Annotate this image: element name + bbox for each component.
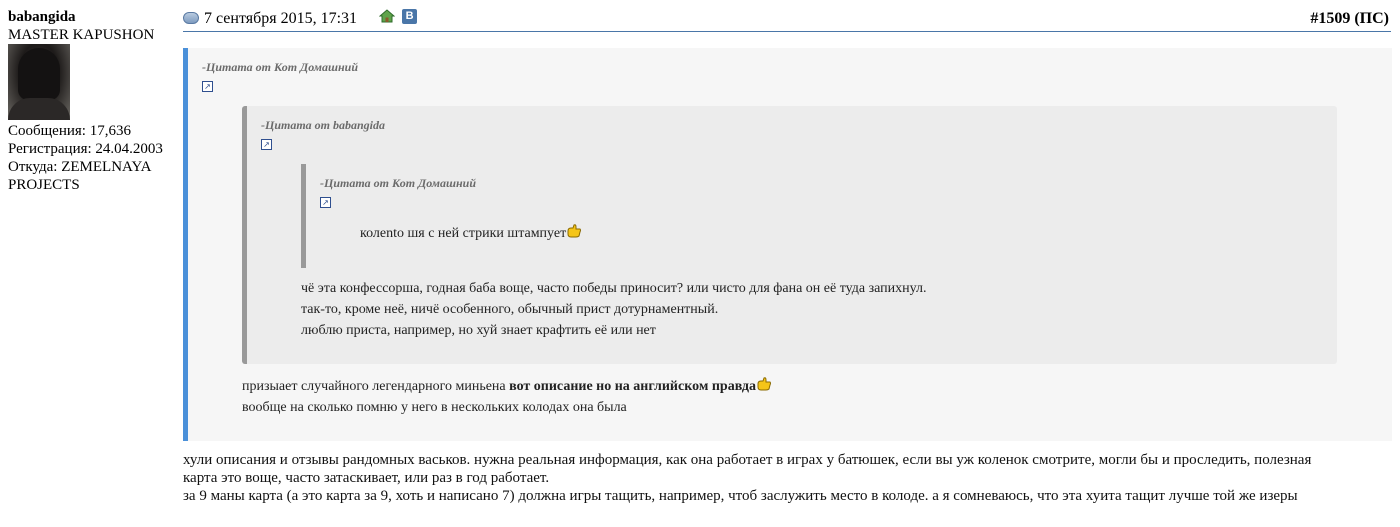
quote-mid-line: так-то, кроме неё, ничё особенного, обычный прист дотурнаментный. — [301, 302, 719, 317]
post-date: 7 сентября 2015, 17:31 — [204, 10, 358, 27]
quote-outer-line-1-bold: вот описание но на английском правда — [509, 379, 757, 394]
quote-outer-line-2: вообще на сколько помню у него в нескольких колодах она была — [242, 400, 627, 415]
user-location — [8, 158, 180, 194]
message-icon — [183, 12, 199, 24]
user-registration-date: Регистрация: 24.04.2003 — [8, 141, 163, 157]
thumbs-up-smiley-icon — [566, 224, 582, 238]
message-line: за 9 маны карта (а это карта за 9, хоть и написано 7) должна игры тащить, например, чтоб заслужить место в колоде. а я сомневаюсь, что эта хуита тащит лучше той же изеры — [183, 488, 1298, 504]
quote-mid-line: люблю приста, например, но хуй знает крафтить её или нет — [301, 323, 656, 338]
quote-inner-line: колento шя с ней стрики штампует — [360, 226, 567, 241]
post-number — [1310, 10, 1389, 28]
avatar[interactable] — [8, 44, 70, 120]
quote-mid-text — [301, 278, 927, 341]
quote-link-icon[interactable]: ↗ — [320, 197, 331, 208]
message-line: хули описания и отзывы рандомных васьков. нужна реальная информация, как она работает в играх у батюшек, если вы уж коленок смотрите, могли бы и проследить, полезная — [183, 452, 1312, 468]
quote-outer-author: -Цитата от Кот Домашний — [202, 60, 358, 74]
post-number-link[interactable]: #1509 — [1310, 10, 1351, 27]
quote-link-icon[interactable]: ↗ — [261, 139, 272, 150]
user-post-count: Сообщения: 17,636 — [8, 123, 131, 139]
post-header-left — [183, 10, 417, 28]
user-location-line2: PROJECTS — [8, 177, 80, 193]
home-icon[interactable] — [379, 9, 395, 23]
quote-outer-line-1 — [242, 376, 772, 397]
post-header — [183, 8, 1391, 32]
user-info-panel — [8, 8, 180, 194]
quote-outer-text — [242, 376, 772, 418]
quote-outer-line-1-text: призыает случайного легендарного миньена — [242, 379, 510, 394]
quote-link-icon[interactable]: ↗ — [202, 81, 213, 92]
message-line: карта это воще, часто затаскивает, или раз в год работает. — [183, 470, 550, 486]
quote-inner-text — [360, 223, 582, 244]
user-location-line1: Откуда: ZEMELNAYA — [8, 159, 152, 175]
vk-icon[interactable]: В — [402, 9, 417, 24]
user-title: MASTER KAPUSHON — [8, 27, 155, 43]
username-link[interactable]: babangida — [8, 9, 76, 25]
post-tag: (ПС) — [1354, 10, 1389, 27]
quote-mid-line: чё эта конфессорша, годная баба воще, часто победы приносит? или чисто для фана он её туда запихнул. — [301, 281, 927, 296]
thumbs-up-smiley-icon — [756, 377, 772, 391]
post-message-body — [183, 451, 1395, 505]
quote-mid-author: -Цитата от babangida — [261, 118, 386, 132]
quote-inner-author: -Цитата от Кот Домашний — [320, 176, 476, 190]
